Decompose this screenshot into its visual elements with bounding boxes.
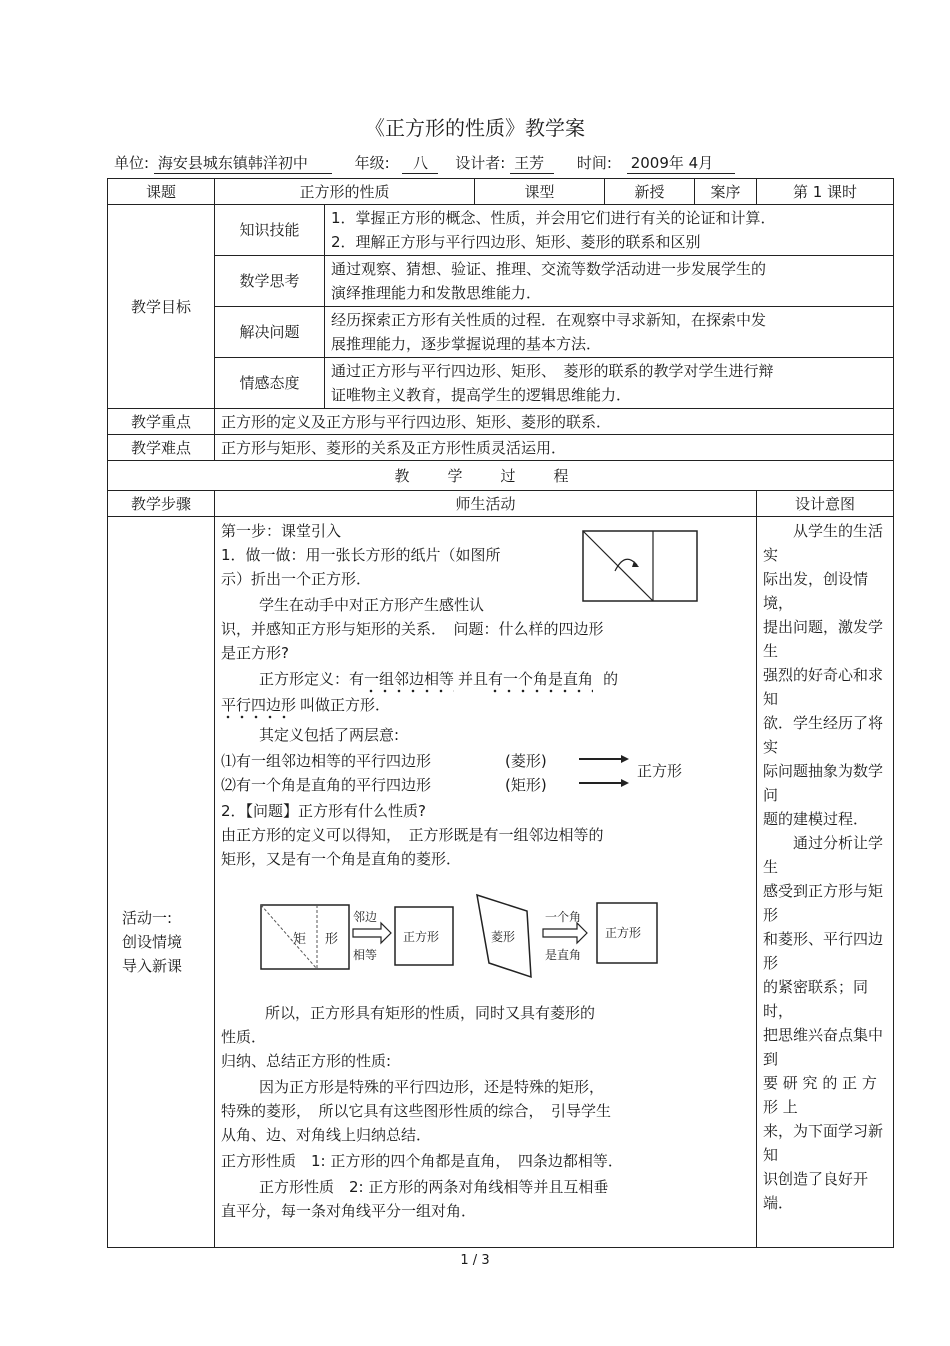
step-label-line: 活动一: [122,909,173,927]
lesson-type-label: 课型 [475,179,605,205]
lesson-plan-table [107,178,894,1248]
goal-text [325,307,894,358]
rhombus-label: 菱形 [491,930,516,944]
activity-line: 示）折出一个正方形． [221,570,372,588]
grade-label: 年级: [354,154,390,172]
intent-line: 际问题抽象为数学问 [763,762,884,804]
goal-line: 证唯物主义教育，提高学生的逻辑思维能力． [331,386,632,404]
arrow-label: 是直角 [545,948,582,962]
goal-name: 知识技能 [215,205,325,256]
time-label: 时间: [576,154,612,172]
definition-line [221,693,390,717]
rect-label: 形 [325,932,339,947]
arrow-label: 邻边 [353,910,378,924]
goal-line: 演绎推理能力和发散思维能力． [331,284,542,302]
intent-line: 要 研 究 的 正 方 形 上 [763,1074,877,1116]
activity-line: 正方形性质 2: 正方形的两条对角线相等并且互相垂 [259,1178,609,1196]
definition-text: 正方形定义：有 [259,670,365,688]
goals-label: 教学目标 [108,205,215,409]
goal-text [325,358,894,409]
activity-line: 学生在动手中对正方形产生感性认 [259,596,485,614]
topic-label: 课题 [108,179,215,205]
goal-line: 2．理解正方形与平行四边形、矩形、菱形的联系和区别 [331,233,701,251]
document-header [114,152,735,174]
intent-line: 的紧密联系；同时， [763,978,869,1020]
activity-line: 从角、边、对角线上归纳总结． [221,1126,432,1144]
lesson-type-value: 新授 [605,179,695,205]
activity-line: 识，并感知正方形与矩形的关系． 问题：什么样的四边形 [221,620,604,638]
grade-value: 八 [402,152,438,174]
goal-line: 通过观察、猜想、验证、推理、交流等数学活动进一步发展学生的 [331,260,767,278]
activity-line: 归纳、总结正方形的性质: [221,1052,392,1070]
emphasis-text: 一组邻边相等 [364,670,454,694]
goal-line: 通过正方形与平行四边形、矩形、 菱形的联系的教学对学生进行辩 [331,362,774,380]
step-label-line: 导入新课 [122,957,183,975]
activity-line: 其定义包括了两层意: [259,726,400,744]
step-label-line: 创设情境 [122,933,183,951]
intent-line: 际出发，创设情境， [763,570,869,612]
intent-line: 把思维兴奋点集中到 [763,1026,884,1068]
steps-header: 教学步骤 [108,491,215,517]
emphasis-text: 有一个角是直角 [488,670,593,694]
definition-text: 的 [603,670,619,688]
definition-arrows [575,747,685,797]
unit-value: 海安县城东镇韩洋初中 [154,152,332,174]
key-point-label: 教学重点 [108,409,215,435]
square-label: 正方形 [605,926,642,940]
activity-line: 2．【问题】正方形有什么性质? [221,802,427,820]
goal-text [325,205,894,256]
plan-label: 案序 [695,179,757,205]
intent-line: 感受到正方形与矩形 [763,882,884,924]
unit-label: 单位: [114,154,150,172]
activity-line: 1．做一做：用一张长方形的纸片（如图所 [221,546,501,564]
activity-line: (矩形) [505,776,547,794]
activity-line: 是正方形? [221,644,289,662]
activity-line: 矩形，又是有一个角是直角的菱形． [221,850,462,868]
goal-name: 数学思考 [215,256,325,307]
process-title: 教学过程 [108,461,894,491]
difficulty-text: 正方形与矩形、菱形的关系及正方形性质灵活运用． [215,435,894,461]
arrow-label: 一个角 [545,910,582,924]
rect-label: 矩 [293,932,307,947]
difficulty-label: 教学难点 [108,435,215,461]
activity-line: 正方形性质 1: 正方形的四个角都是直角， 四条边都相等． [221,1152,623,1170]
goal-name: 解决问题 [215,307,325,358]
intent-header: 设计意图 [757,491,894,517]
goal-line: 1．掌握正方形的概念、性质，并会用它们进行有关的论证和计算． [331,209,776,227]
designer-label: 设计者: [455,154,506,172]
figure-rect-rhombus-to-square [255,889,675,989]
folding-paper-figure [579,525,703,605]
activity-line: 性质． [221,1028,267,1046]
definition-text: 叫做正方形． [300,696,391,714]
design-intent [757,517,894,1248]
definition-text: 并且 [458,670,489,688]
topic-value: 正方形的性质 [215,179,475,205]
goal-text [325,256,894,307]
intent-line: 提出问题，激发学生 [763,618,884,660]
intent-line: 强烈的好奇心和求知 [763,666,884,708]
time-value: 2009年 4月 [627,152,735,174]
activity-line: 直平分，每一条对角线平分一组对角． [221,1202,477,1220]
intent-line: 通过分析让学生 [763,834,884,876]
intent-line: 题的建模过程． [763,810,869,828]
goal-line: 展推理能力，逐步掌握说理的基本方法． [331,335,602,353]
activity-line: 第一步：课堂引入 [221,522,342,540]
square-label: 正方形 [637,762,683,780]
page-number: 1 / 3 [460,1253,490,1268]
activity-line: 因为正方形是特殊的平行四边形，还是特殊的矩形， [259,1078,605,1096]
activity-content [215,517,757,1248]
intent-line: 从学生的生活实 [763,522,884,564]
square-label: 正方形 [403,930,440,944]
activity-line: ⑵有一个角是直角的平行四边形 [221,776,432,794]
definition-line [259,667,618,691]
goal-line: 经历探索正方形有关性质的过程．在观察中寻求新知，在探索中发 [331,311,767,329]
activity-line: ⑴有一组邻边相等的平行四边形 [221,752,432,770]
goal-name: 情感态度 [215,358,325,409]
activity-line: 特殊的菱形， 所以它具有这些图形性质的综合， 引导学生 [221,1102,612,1120]
intent-line: 和菱形、平行四边形 [763,930,884,972]
activity-line: 所以，正方形具有矩形的性质，同时又具有菱形的 [265,1004,596,1022]
activity-line: 由正方形的定义可以得知， 正方形既是有一组邻边相等的 [221,826,604,844]
plan-value: 第 1 课时 [757,179,894,205]
activity-line: (菱形) [505,752,547,770]
key-point-text: 正方形的定义及正方形与平行四边形、矩形、菱形的联系． [215,409,894,435]
intent-line: 来，为下面学习新知 [763,1122,884,1164]
arrow-label: 相等 [353,948,378,962]
emphasis-text: 平行四边形 [221,696,296,720]
designer-value: 王芳 [510,152,554,174]
activity-header: 师生活动 [215,491,757,517]
document-title: 《正方形的性质》教学案 [365,116,585,140]
intent-line: 欲．学生经历了将实 [763,714,884,756]
activity-step-label [108,517,215,1248]
intent-line: 识创造了良好开端． [763,1170,869,1212]
